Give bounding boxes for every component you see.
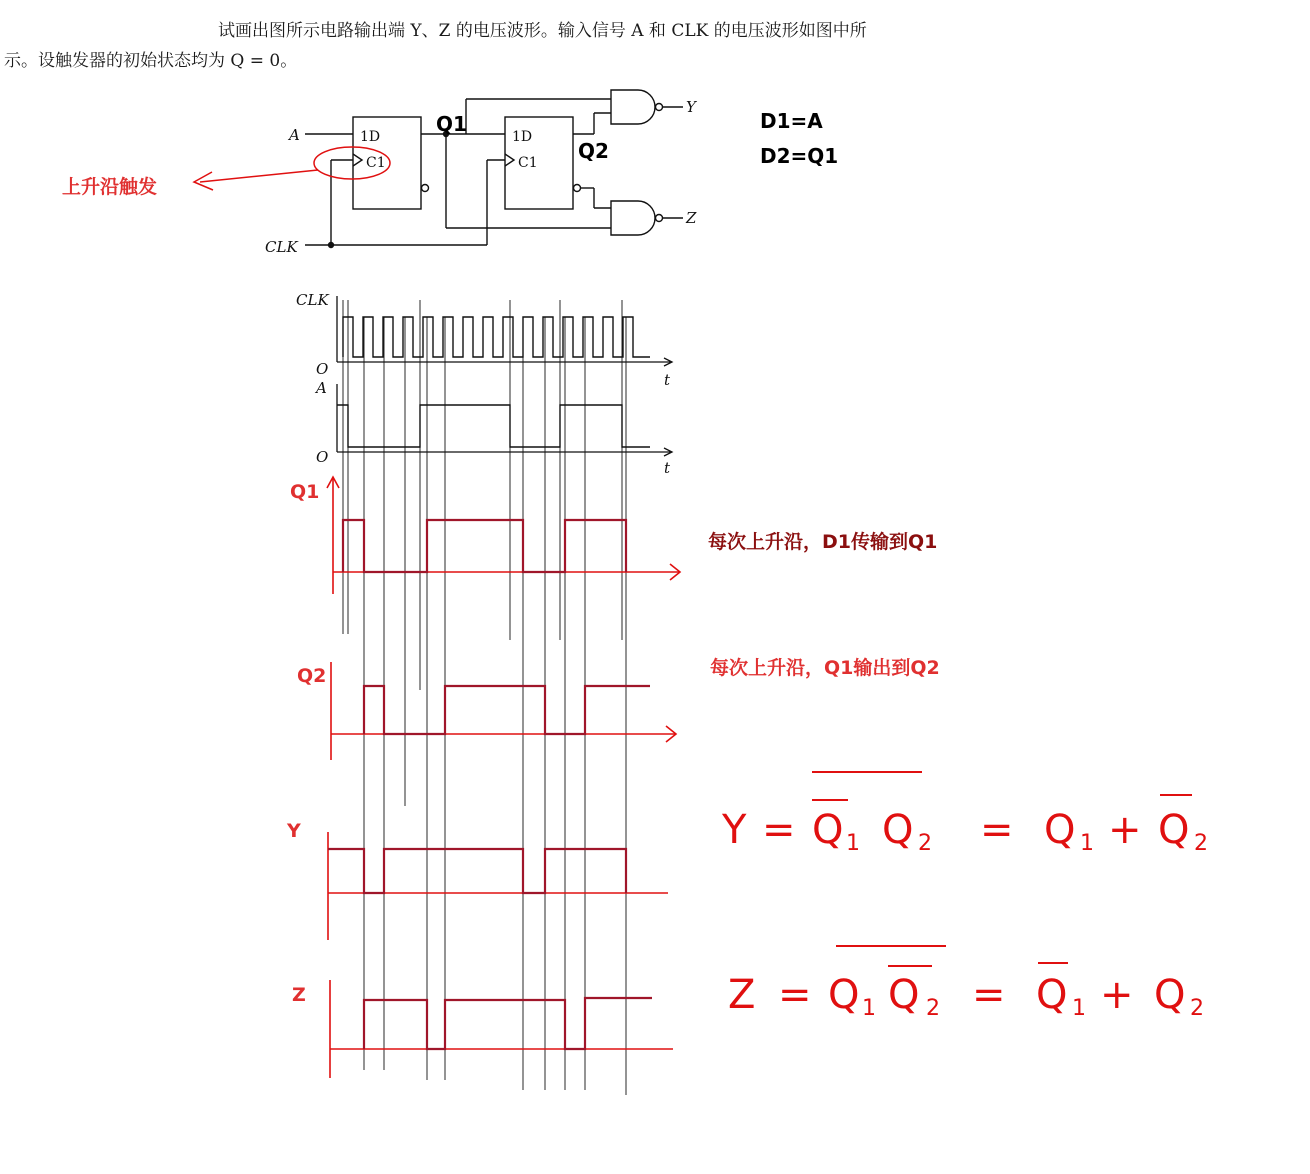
timing-diagram — [327, 296, 680, 1095]
problem-line-2: 示。设触发器的初始状态均为 Q = 0。 — [4, 51, 298, 71]
formula-y-q2: Q — [882, 807, 914, 853]
q2-waveform — [364, 686, 650, 734]
trigger-note: 上升沿触发 — [62, 176, 158, 198]
clk-t-label: t — [664, 371, 671, 389]
trigger-arrow — [200, 170, 318, 182]
formula-z-lhs: Z — [728, 972, 756, 1018]
formula-y-q1-sub: 1 — [846, 831, 860, 856]
formula-z-r-q2-sub: 2 — [1190, 996, 1204, 1021]
formula-y-q2-sub: 2 — [918, 831, 932, 856]
formula-z-q2-sub: 2 — [926, 996, 940, 1021]
ff1-c-label: C1 — [366, 155, 386, 171]
z-waveform — [364, 998, 652, 1049]
ff1-d-label: 1D — [360, 129, 381, 145]
input-clk-label: CLK — [265, 238, 298, 256]
clk-axis-label: CLK — [296, 291, 329, 309]
y-wave-label: Y — [287, 820, 301, 842]
input-a-label: A — [289, 126, 300, 144]
circuit-q2-label: Q2 — [578, 139, 609, 163]
y-waveform — [328, 849, 626, 893]
formula-z — [728, 946, 1204, 1021]
formula-y-plus: + — [1108, 807, 1142, 853]
ff2-clock-triangle — [505, 154, 514, 166]
formula-y-eq2: = — [980, 807, 1014, 853]
circuit — [305, 90, 683, 248]
output-y-label: Y — [686, 98, 696, 116]
q1-wave-label: Q1 — [290, 481, 320, 503]
formula-z-r-q1-sub: 1 — [1072, 996, 1086, 1021]
formula-y-lhs: Y — [722, 807, 747, 853]
a-t-label: t — [664, 459, 671, 477]
formula-z-eq1: = — [778, 972, 812, 1018]
nand-gate-z — [611, 201, 655, 235]
formula-y-eq1: = — [762, 807, 796, 853]
clk-waveform — [343, 317, 650, 357]
q2-note: 每次上升沿，Q1输出到Q2 — [710, 657, 940, 679]
formula-z-eq2: = — [972, 972, 1006, 1018]
a-origin-label: O — [316, 448, 329, 466]
formula-y-r-q1: Q — [1044, 807, 1076, 853]
formula-z-q1-sub: 1 — [862, 996, 876, 1021]
q1-waveform — [343, 520, 626, 572]
ff2-d-label: 1D — [512, 129, 533, 145]
equation-d1: D1=A — [760, 109, 823, 133]
formula-z-plus: + — [1100, 972, 1134, 1018]
formula-y-r-q1-sub: 1 — [1080, 831, 1094, 856]
clk-origin-label: O — [316, 360, 329, 378]
q2-wave-label: Q2 — [297, 665, 327, 687]
formula-y — [721, 772, 1208, 856]
formula-y-r-q2-sub: 2 — [1194, 831, 1208, 856]
formula-z-q2: Q — [888, 972, 920, 1018]
problem-line-1: 试画出图所示电路输出端 Y、Z 的电压波形。输入信号 A 和 CLK 的电压波形如图中所 — [218, 21, 867, 41]
ff1-clock-triangle — [353, 154, 362, 166]
formula-z-r-q1: Q — [1036, 972, 1068, 1018]
ff2-c-label: C1 — [518, 155, 538, 171]
output-z-label: Z — [686, 209, 697, 227]
circuit-q1-label: Q1 — [436, 112, 467, 136]
formula-y-r-q2: Q — [1158, 807, 1190, 853]
formula-y-q1: Q — [812, 807, 844, 853]
q1-note: 每次上升沿，D1传输到Q1 — [708, 531, 938, 553]
formula-z-r-q2: Q — [1154, 972, 1186, 1018]
a-axis-label: A — [316, 379, 327, 397]
equation-d2: D2=Q1 — [760, 144, 839, 168]
nand-gate-y — [611, 90, 655, 124]
formula-z-q1: Q — [828, 972, 860, 1018]
z-wave-label: Z — [292, 984, 306, 1006]
